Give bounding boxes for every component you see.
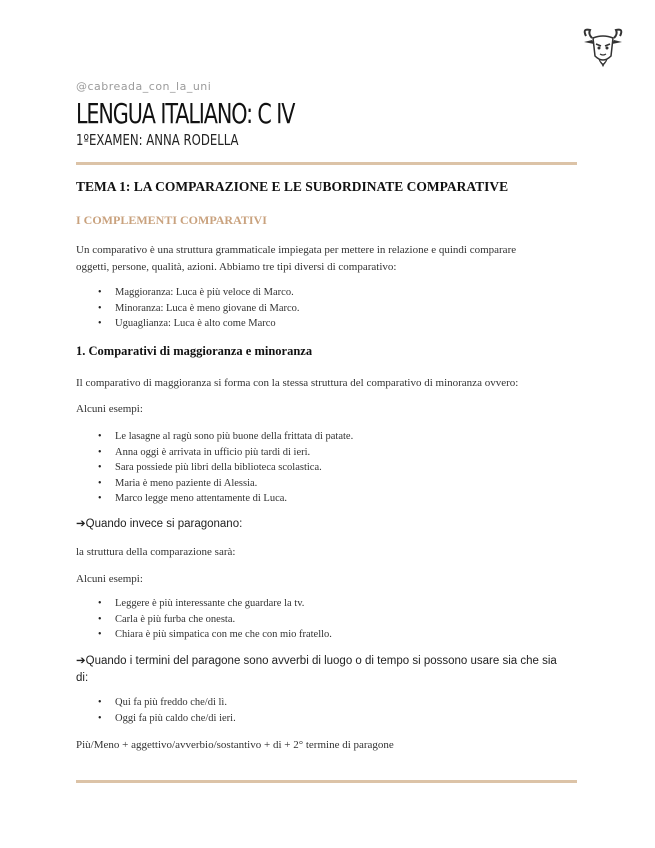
main-heading: TEMA 1: LA COMPARAZIONE E LE SUBORDINATE COMPARATIVE <box>76 179 509 194</box>
examples-list-2 <box>76 596 332 643</box>
list-item: • Maggioranza: Luca è più veloce di Marco. <box>76 285 300 301</box>
list-item: • Oggi fa più caldo che/di ieri. <box>76 711 236 727</box>
author-handle: @cabreada_con_la_uni <box>76 80 212 93</box>
examples-list-3 <box>76 695 236 726</box>
subsection-heading: 1. Comparativi di maggioranza e minoranza <box>76 344 313 358</box>
goat-logo-icon <box>580 26 626 70</box>
list-item: • Leggere è più interessante che guardare la tv. <box>76 596 332 612</box>
list-item: • Le lasagne al ragù sono più buone della frittata di patate. <box>76 429 353 445</box>
note-2-line-2: di: <box>76 672 89 684</box>
intro-paragraph-line-2: oggetti, persone, qualità, azioni. Abbiamo tre tipi diversi di comparativo: <box>76 261 397 273</box>
examples-list-1 <box>76 429 353 507</box>
list-item: • Sara possiede più libri della biblioteca scolastica. <box>76 460 353 476</box>
note-1: ➔Quando invece si paragonano: <box>76 518 243 530</box>
list-item: • Carla è più furba che onesta. <box>76 612 332 628</box>
bottom-divider <box>76 780 577 783</box>
structure-line: la struttura della comparazione sarà: <box>76 546 236 558</box>
document-title: LENGUA ITALIANO: C IV <box>76 97 295 130</box>
list-item: • Anna oggi è arrivata in ufficio più tardi di ieri. <box>76 445 353 461</box>
section-heading: I COMPLEMENTI COMPARATIVI <box>76 213 267 227</box>
list-item: • Marco legge meno attentamente di Luca. <box>76 491 353 507</box>
list-item: • Maria è meno paziente di Alessia. <box>76 476 353 492</box>
list-item: • Minoranza: Luca è meno giovane di Marco. <box>76 301 300 317</box>
list-item: • Chiara è più simpatica con me che con mio fratello. <box>76 627 332 643</box>
rule-paragraph: Il comparativo di maggioranza si forma con la stessa struttura del comparativo di minoranza ovvero: <box>76 377 519 389</box>
top-divider <box>76 162 577 165</box>
list-item: • Uguaglianza: Luca è alto come Marco <box>76 316 300 332</box>
comparative-types-list <box>76 285 300 332</box>
formula-line: Più/Meno + aggettivo/avverbio/sostantivo + di + 2° termine di paragone <box>76 739 394 751</box>
examples-label-1: Alcuni esempi: <box>76 403 143 415</box>
intro-paragraph-line-1: Un comparativo è una struttura grammaticale impiegata per mettere in relazione e quindi comparare <box>76 244 517 256</box>
examples-label-2: Alcuni esempi: <box>76 573 143 585</box>
list-item: • Qui fa più freddo che/di lì. <box>76 695 236 711</box>
note-2-line-1: ➔Quando i termini del paragone sono avverbi di luogo o di tempo si possono usare sia che sia <box>76 655 557 667</box>
document-subtitle: 1ºEXAMEN: ANNA RODELLA <box>76 131 239 149</box>
